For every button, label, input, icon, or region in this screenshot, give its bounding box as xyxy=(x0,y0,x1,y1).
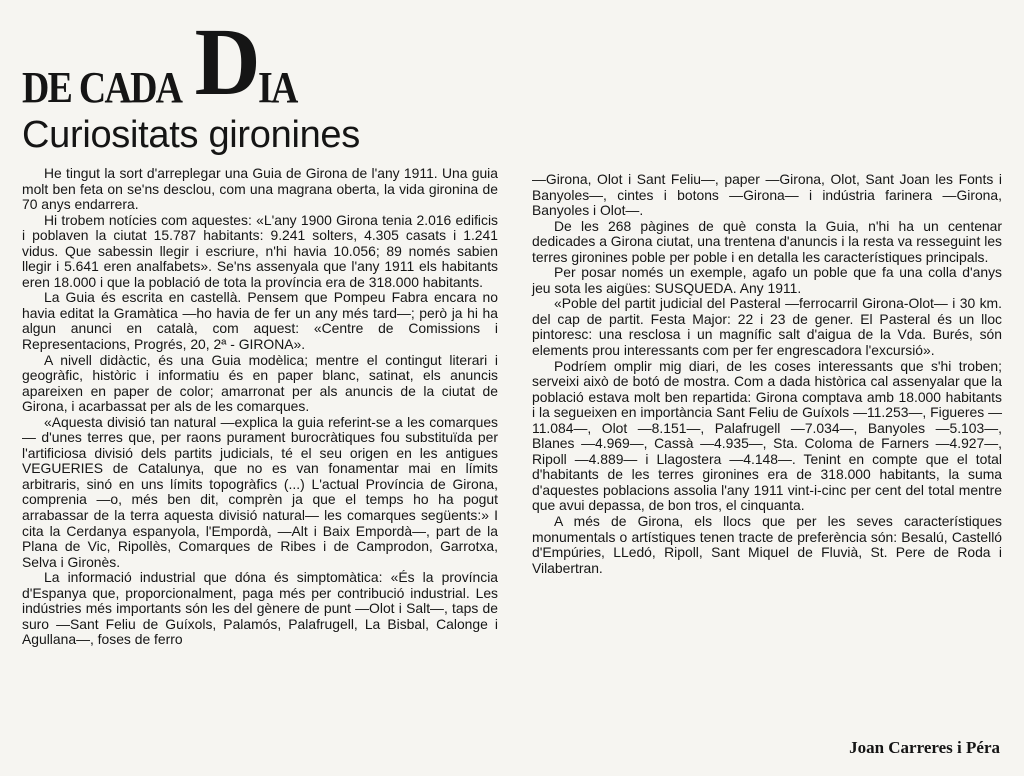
author-signature: Joan Carreres i Péra xyxy=(849,738,1000,757)
article-column-left xyxy=(22,166,498,648)
article-column-right xyxy=(532,172,1002,576)
paragraph: Per posar només un exemple, agafo un poble que fa una colla d'anys jeu sota les aigües: SUSQUEDA. Any 1911. xyxy=(532,264,1002,296)
paragraph: «Aquesta divisió tan natural —explica la guia referint-se a les comarques— d'unes terres que, per raons purament burocràtiques fou substituïda per l'artificiosa divisió dels partits judicials, té el seu origen en les antigues VEGUERIES de Catalunya, que no es van fonamentar mai en límits arbitraris, sinó en uns límits topogràfics (...) L'actual Província de Girona, comprenia —o, més ben dit, comprèn ja que el temps ho ha pogut arrabassar de la terra aquesta divisió natural— les comarques següents:» I cita la Cerdanya espanyola, l'Empordà, —Alt i Baix Empordà—, part de la Plana de Vic, Ripollès, Comarques de Ribes i de Camprodon, Garrotxa, Selva i Gironès. xyxy=(22,413,498,570)
section-title-pre: DE CADA xyxy=(22,63,182,112)
section-header xyxy=(22,8,302,115)
paragraph: De les 268 pàgines de què consta la Guia, n'hi ha un centenar dedicades a Girona ciutat, una trentena d'anuncis i la resta va resseguint les terres gironines poble per poble i en detalla les característiques principals. xyxy=(532,217,1002,265)
paragraph: La informació industrial que dóna és simptomàtica: «És la província d'Espanya que, proporcionalment, paga més per contribució industrial. Les indústries més importants són les del gènere de punt —Olot i Salt—, taps de suro —Sant Feliu de Guíxols, Palamós, Palafrugell, La Bisbal, Calonge i Agullana—, foses de ferro xyxy=(22,569,498,648)
section-title-big-letter: D xyxy=(194,8,258,115)
article-headline: Curiositats gironines xyxy=(22,114,360,156)
paragraph: He tingut la sort d'arreplegar una Guia de Girona de l'any 1911. Una guia molt ben feta on se'ns desclou, com una magrana oberta, la vida gironina de 70 anys endarrera. xyxy=(22,165,498,213)
paragraph: —Girona, Olot i Sant Feliu—, paper —Girona, Olot, Sant Joan les Fonts i Banyoles—, cintes i botons —Girona— i indústria farinera —Girona, Banyoles i Olot—. xyxy=(532,171,1002,219)
paragraph: La Guia és escrita en castellà. Pensem que Pompeu Fabra encara no havia editat la Gramàtica —ho havia de fer un any més tard—; però ja hi ha algun anunci en català, com aquest: «Centre de Comissions i Representacions, Progrés, 20, 2ª - GIRONA». xyxy=(22,289,498,353)
paragraph: «Poble del partit judicial del Pasteral —ferrocarril Girona-Olot— i 30 km. del cap de partit. Festa Major: 22 i 23 de gener. El Pasteral és un lloc pintoresc: una resclosa i un magnífic salt d'aigua de la Vda. Burés, són elements prou interessants com per fer engrescadora l'excursió». xyxy=(532,295,1002,359)
paragraph: Podríem omplir mig diari, de les coses interessants que s'hi troben; serveixi això de botó de mostra. Com a dada històrica cal assenyalar que la població estava molt ben repartida: Girona comptava amb 18.000 habitants i la segueixen en importància Sant Feliu de Guíxols —11.253—, Figueres —11.084—, Olot —8.151—, Palafrugell —7.034—, Banyoles —5.103—, Blanes —4.969—, Cassà —4.935—, Sta. Coloma de Farners —4.927—, Ripoll —4.889— i Llagostera —4.148—. Tenint en compte que el total d'habitants de les terres gironines era de 318.000 habitants, la suma d'aquestes poblacions assolia l'any 1911 vint-i-cinc per cent del total mentre que avui depassa, de bon tros, el cinquanta. xyxy=(532,357,1002,514)
paragraph: Hi trobem notícies com aquestes: «L'any 1900 Girona tenia 2.016 edificis i poblaven la ciutat 15.787 habitants: 9.241 solters, 4.305 casats i 1.241 vidus. Que sabessin llegir i escriure, n'hi havia 10.056; 89 només sabien llegir i 5.641 eren analfabets». Se'ns assenyala que l'any 1911 els habitants eren 18.000 i que la població de tota la província era de 318.000 habitants. xyxy=(22,211,498,290)
paragraph: A nivell didàctic, és una Guia modèlica; mentre el contingut literari i geogràfic, històric i informatiu és en paper blanc, satinat, els anuncis apareixen en paper de color; amarronat per als anuncis de la ciutat de Girona, i acarbassat per als de les comarques. xyxy=(22,351,498,415)
section-title-post: IA xyxy=(257,63,297,112)
section-title xyxy=(22,8,302,115)
paragraph: A més de Girona, els llocs que per les seves característiques monumentals o artístiques tenen tracte de preferència són: Besalú, Castelló d'Empúries, LLedó, Ripoll, Sant Miquel de Fluvià, St. Pere de Roda i Vilabertran. xyxy=(532,513,1002,576)
